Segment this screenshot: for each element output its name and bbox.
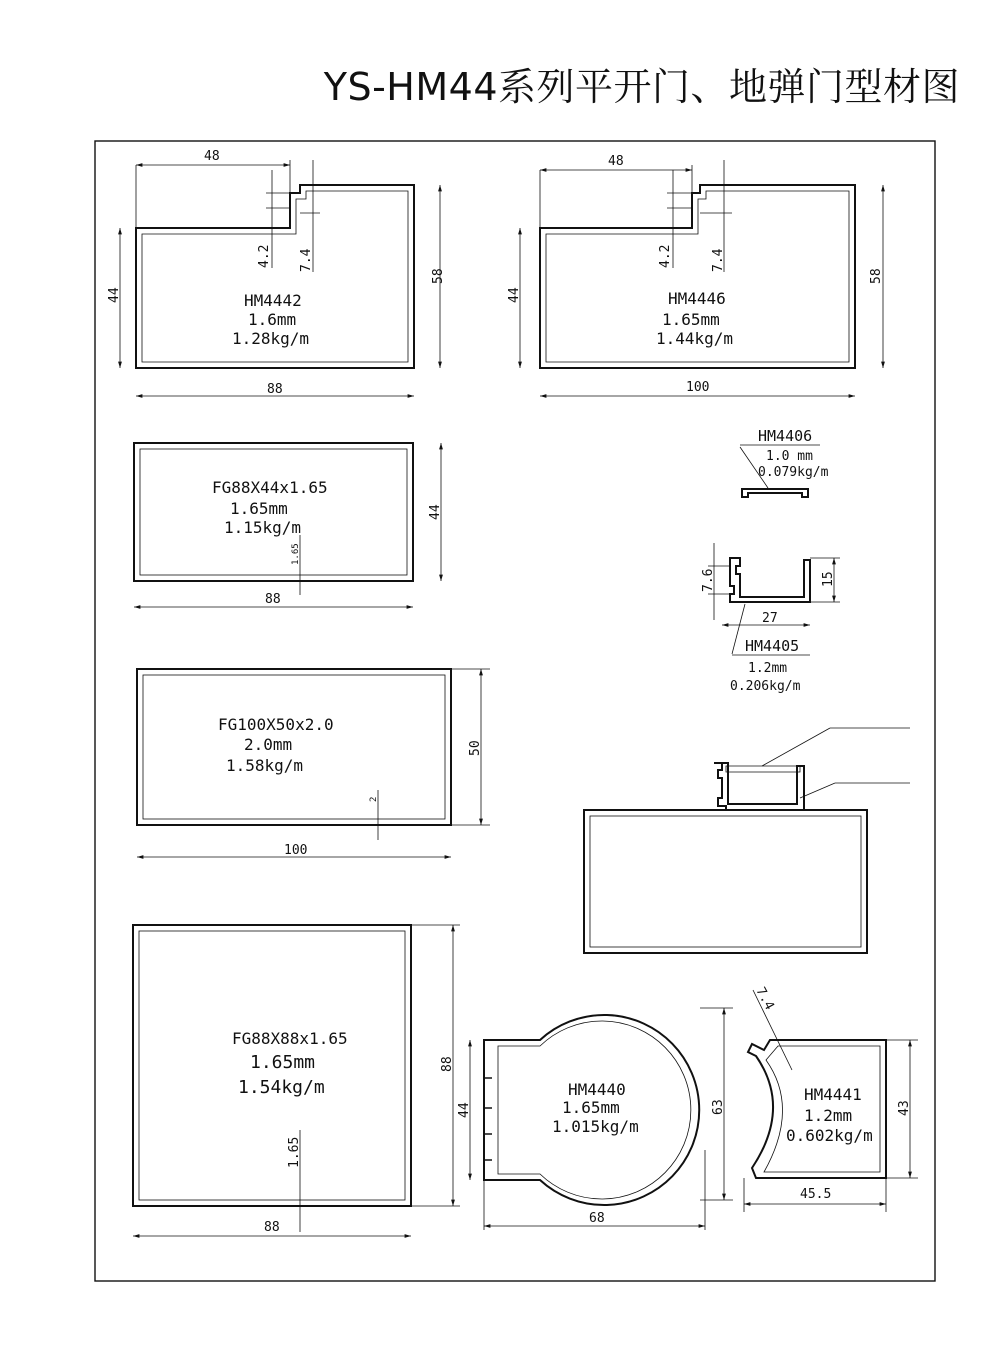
dim-left: 44 [507, 287, 522, 303]
dim-step1: 4.2 [257, 244, 272, 268]
dim-bottom: 88 [265, 592, 281, 607]
profile-fg88x88 [133, 925, 460, 1236]
dim-top: 48 [204, 149, 220, 164]
profile-hm4441 [744, 985, 918, 1212]
profile-fg88x44 [134, 443, 443, 607]
weight: 0.206kg/m [730, 679, 801, 694]
dim-step2: 7.4 [299, 248, 314, 272]
weight: 1.28kg/m [232, 329, 310, 348]
thickness: 1.0 mm [766, 449, 813, 464]
dim-right: 88 [440, 1056, 455, 1072]
dim-right: 58 [869, 268, 884, 284]
dim-right: 58 [431, 268, 446, 284]
weight: 1.15kg/m [224, 518, 302, 537]
code: HM4441 [804, 1085, 862, 1104]
code: HM4406 [758, 427, 813, 445]
code: HM4442 [244, 291, 302, 310]
dim-step2: 7.4 [711, 248, 726, 272]
assembly-detail [584, 728, 910, 953]
dim-bottom: 100 [284, 843, 308, 858]
profile-hm4442 [107, 149, 446, 397]
page-title: YS-HM44系列平开门、地弹门型材图 [323, 65, 960, 109]
dim-bottom: 27 [762, 611, 778, 626]
dim-bottom: 88 [267, 382, 283, 397]
profile-hm4446 [507, 154, 884, 396]
weight: 1.44kg/m [656, 329, 734, 348]
dim-left: 7.6 [701, 568, 716, 592]
thickness: 1.65mm [662, 310, 720, 329]
profile-hm4440 [457, 1008, 733, 1230]
dim-right: 63 [711, 1099, 726, 1115]
dim-top: 48 [608, 154, 624, 169]
dim-right: 44 [428, 504, 443, 520]
dim-right: 43 [897, 1100, 912, 1116]
thickness: 1.2mm [804, 1106, 853, 1125]
thickness: 1.2mm [748, 661, 788, 676]
dim-left: 44 [457, 1102, 472, 1118]
profile-hm4405 [701, 543, 840, 694]
profile-fg100x50 [137, 669, 490, 858]
dim-bottom: 68 [589, 1211, 605, 1226]
thickness: 1.65mm [250, 1052, 316, 1073]
dim-left: 44 [107, 287, 122, 303]
dim-bottom: 100 [686, 380, 710, 395]
weight: 0.602kg/m [786, 1126, 873, 1145]
code: FG100X50x2.0 [218, 715, 334, 734]
weight: 0.079kg/m [758, 465, 829, 480]
code: HM4446 [668, 289, 726, 308]
dim-bottom: 88 [264, 1220, 280, 1235]
dim-right: 50 [468, 740, 483, 756]
profile-hm4406 [740, 427, 829, 497]
weight: 1.58kg/m [226, 756, 304, 775]
code: FG88X44x1.65 [212, 478, 328, 497]
dim-wall: 1.65 [287, 1136, 302, 1168]
weight: 1.54kg/m [238, 1077, 325, 1098]
dim-wall: 2 [369, 796, 379, 802]
thickness: 1.65mm [230, 499, 288, 518]
dim-top: 7.4 [752, 984, 777, 1013]
thickness: 1.65mm [562, 1098, 620, 1117]
thickness: 2.0mm [244, 735, 293, 754]
code: HM4405 [745, 637, 800, 655]
thickness: 1.6mm [248, 310, 297, 329]
dim-right: 15 [821, 571, 836, 587]
weight: 1.015kg/m [552, 1117, 639, 1136]
code: FG88X88x1.65 [232, 1029, 348, 1048]
dim-wall: 1.65 [291, 543, 301, 565]
code: HM4440 [568, 1080, 626, 1099]
dim-step1: 4.2 [658, 244, 673, 268]
dim-bottom: 45.5 [800, 1187, 832, 1202]
